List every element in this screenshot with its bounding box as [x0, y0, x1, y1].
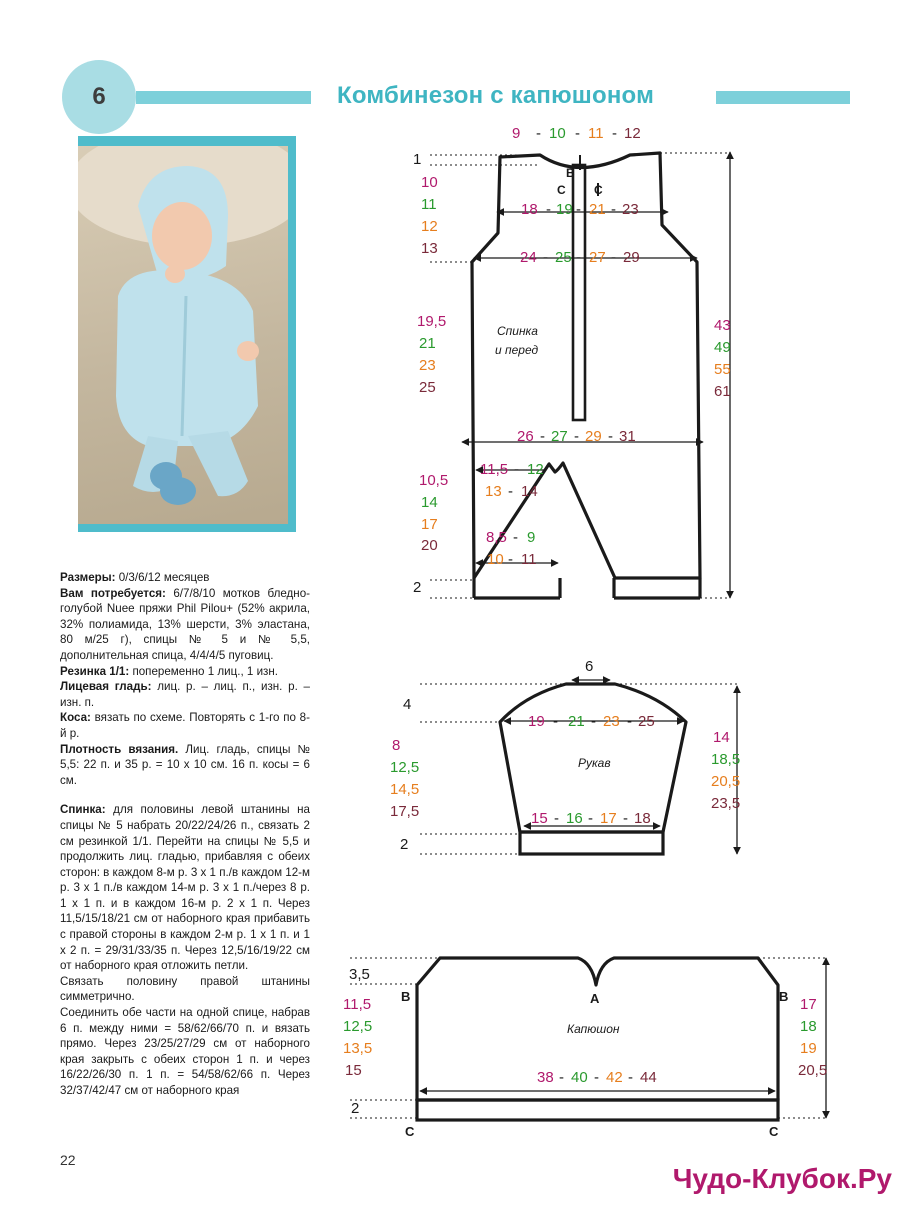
dash: - — [612, 125, 617, 142]
dash: - — [611, 201, 616, 218]
dash: - — [611, 249, 616, 266]
dash: - — [623, 810, 628, 827]
dash: - — [594, 1069, 599, 1086]
sleeve-right-2: 18,5 — [711, 751, 741, 768]
page-number: 22 — [60, 1152, 76, 1168]
dash: - — [628, 1069, 633, 1086]
gauge-value: Лиц. гладь, спицы № 5,5: 22 п. и 35 р. = 10 х 10 см. 16 п. косы = 6 см. — [60, 742, 310, 787]
hood-left-1: 11,5 — [343, 996, 372, 1013]
shoulder-size-4: 23 — [622, 201, 639, 218]
dash: - — [546, 201, 551, 218]
leg-bottom-size-3: 10 — [487, 551, 504, 568]
sleeve-label: Рукав — [578, 756, 611, 770]
hood-left-4: 15 — [345, 1062, 362, 1079]
sleeve-left-3: 14,5 — [390, 781, 420, 798]
dash: - — [514, 461, 519, 478]
hips-size-4: 31 — [619, 428, 636, 445]
stockinette-label: Лицевая гладь: — [60, 680, 152, 694]
sleeve-lower-3: 17 — [600, 810, 617, 827]
hood-right-2: 18 — [800, 1018, 817, 1035]
hips-size-3: 29 — [585, 428, 602, 445]
hood-mark-b-right: В — [779, 989, 789, 1004]
sleeve-left-4: 17,5 — [390, 803, 420, 820]
hood-right-1: 17 — [800, 996, 817, 1013]
leg-top-size-4: 14 — [521, 483, 538, 500]
leg-top-size-2: 12 — [527, 461, 544, 478]
dash: - — [588, 810, 593, 827]
sleeve-upper-2: 21 — [568, 713, 585, 730]
sleeve-lower-1: 15 — [531, 810, 548, 827]
site-watermark: Чудо-Клубок.Ру — [672, 1163, 892, 1194]
armhole-size-3: 12 — [421, 218, 438, 235]
dash: - — [627, 713, 632, 730]
hood-width-2: 40 — [571, 1069, 588, 1086]
total-size-3: 55 — [714, 361, 731, 378]
leg-size-2: 14 — [421, 494, 438, 511]
hips-size-2: 27 — [551, 428, 568, 445]
dash: - — [508, 551, 513, 568]
leg-size-1: 10,5 — [419, 472, 449, 489]
sleeve-upper-1: 19 — [528, 713, 545, 730]
sleeve-right-1: 14 — [713, 729, 730, 746]
cable-label: Коса: — [60, 711, 91, 725]
armhole-size-4: 13 — [421, 240, 438, 257]
sleeve-top-dim: 6 — [585, 658, 594, 675]
dash: - — [575, 125, 580, 142]
sleeve-rib-dim: 2 — [400, 836, 409, 853]
chest-size-2: 25 — [555, 249, 572, 266]
join-paragraph: Соединить обе части на одной спице, набрав 6 п. между ними = 58/62/66/70 п. и вязать прямо. Через 23/25/27/29 см от наборного края закрыть с обеих сторон 1 п. и через 16/22/26/30 п. 1 п. = 54/58/62/66 п. Через 32/37/42/47 см от наборного края — [60, 1006, 310, 1097]
hood-left-2: 12,5 — [343, 1018, 373, 1035]
hood-label: Капюшон — [567, 1022, 620, 1036]
dash: - — [559, 1069, 564, 1086]
torso-size-3: 23 — [419, 357, 436, 374]
dash: - — [574, 428, 579, 445]
neck-size-3: 11 — [588, 125, 604, 142]
hood-mark-a: А — [590, 991, 600, 1006]
sleeve-right-3: 20,5 — [711, 773, 741, 790]
hood-mark-c-right: С — [769, 1124, 779, 1139]
chest-size-1: 24 — [520, 249, 537, 266]
mark-b: В — [566, 166, 575, 180]
chest-size-4: 29 — [623, 249, 640, 266]
torso-size-4: 25 — [419, 379, 436, 396]
dash: - — [576, 249, 581, 266]
hood-top-dim: 3,5 — [349, 966, 370, 983]
hood-right-4: 20,5 — [798, 1062, 828, 1079]
hood-width-1: 38 — [537, 1069, 554, 1086]
total-size-2: 49 — [714, 339, 731, 356]
materials-label: Вам потребуется: — [60, 586, 166, 600]
hood-width-4: 44 — [640, 1069, 657, 1086]
hood-rib-dim: 2 — [351, 1100, 360, 1117]
armhole-size-2: 11 — [421, 196, 437, 213]
shoulder-size-2: 19 — [556, 201, 573, 218]
torso-size-2: 21 — [419, 335, 436, 352]
hood-mark-c-left: С — [405, 1124, 415, 1139]
leg-bottom-size-4: 11 — [521, 551, 537, 568]
sizes-label: Размеры: — [60, 571, 116, 584]
leg-size-3: 17 — [421, 516, 438, 533]
leg-size-4: 20 — [421, 537, 438, 554]
neck-size-1: 9 — [512, 125, 521, 142]
dash: - — [591, 713, 596, 730]
body-schematic — [413, 125, 731, 598]
rib-value: попеременно 1 лиц., 1 изн. — [129, 664, 278, 678]
dash: - — [536, 125, 541, 142]
armhole-size-1: 10 — [421, 174, 438, 191]
dash: - — [513, 529, 518, 546]
leg-bottom-size-2: 9 — [527, 529, 536, 546]
body-label-line2: и перед — [495, 343, 539, 357]
hood-mark-b-left: В — [401, 989, 411, 1004]
total-size-1: 43 — [714, 317, 731, 334]
leg-top-size-1: 11,5 — [480, 461, 509, 478]
sleeve-upper-4: 25 — [638, 713, 655, 730]
sleeve-right-4: 23,5 — [711, 795, 741, 812]
sizes-value: 0/3/6/12 месяцев — [115, 571, 210, 584]
shoulder-size-3: 21 — [589, 201, 606, 218]
torso-size-1: 19,5 — [417, 313, 447, 330]
cable-value: вязать по схеме. Повторять с 1-го по 8-й р. — [60, 711, 310, 740]
page-title: Комбинезон с капюшоном — [337, 82, 655, 109]
chest-size-3: 27 — [589, 249, 606, 266]
dash: - — [554, 810, 559, 827]
mark-c-left: С — [557, 183, 566, 197]
materials-value: 6/7/8/10 мотков бледно-голубой Nuee пряжи Phil Pilou+ (52% акрила, 32% полиамида, 13% шерсти, 3% эластана, 80 м/25 г), спицы № 5 и № 5,5, дополнительная спица, 4/4/4/5 пуговиц. — [60, 586, 311, 662]
mark-c-right: С — [594, 183, 603, 197]
leg-rib-dim: 2 — [413, 579, 422, 596]
hood-right-3: 19 — [800, 1040, 817, 1057]
sleeve-lower-2: 16 — [566, 810, 583, 827]
dash: - — [576, 201, 581, 218]
shoulder-size-1: 18 — [521, 201, 538, 218]
sleeve-lower-4: 18 — [634, 810, 651, 827]
back-label: Спинка: — [60, 803, 106, 817]
right-leg-paragraph: Связать половину правой штанины симметрично. — [60, 974, 310, 1004]
hood-schematic — [343, 958, 827, 1139]
dash: - — [508, 483, 513, 500]
top-dim: 1 — [413, 151, 422, 168]
sleeve-left-2: 12,5 — [390, 759, 420, 776]
sleeve-left-1: 8 — [392, 737, 401, 754]
hood-width-3: 42 — [606, 1069, 623, 1086]
total-size-4: 61 — [714, 383, 731, 400]
neck-size-2: 10 — [549, 125, 566, 142]
leg-top-size-3: 13 — [485, 483, 502, 500]
sleeve-upper-3: 23 — [603, 713, 620, 730]
body-label-line1: Спинка — [497, 324, 538, 338]
back-value: для половины левой штанины на спицы № 5 набрать 20/22/24/26 п., связать 2 см резинкой 1/1. Перейти на спицы № 5,5 и продолжить лиц. гладью, прибавляя с обеих сторон: в каждом 8-м р. 3 х 1 п./в каждом 12-м р. 3 х 1 п./в каждом 14-м р. 3 х 1 п./через 8 р. 1 х 1 п. и в каждом 16-м р. 2 х 1 п. Через 11,5/15/18/21 см от наборного края прибавить с правой стороны в каждом 2-м р. 1 х 1 п. и 1 х 2 п. = 29/31/33/35 п. Через 12,5/16/19/22 см от наборного края отложить петли. — [60, 803, 310, 973]
dash: - — [540, 428, 545, 445]
gauge-label: Плотность вязания. — [60, 742, 179, 756]
sleeve-schematic — [390, 658, 740, 854]
stockinette-value: лиц. р. – лиц. п., изн. р. – изн. п. — [60, 680, 310, 709]
rib-label: Резинка 1/1: — [60, 664, 130, 678]
hood-left-3: 13,5 — [343, 1040, 373, 1057]
sleeve-cap-dim: 4 — [403, 696, 412, 713]
dash: - — [543, 249, 548, 266]
dash: - — [553, 713, 558, 730]
hips-size-1: 26 — [517, 428, 534, 445]
section-number: 6 — [92, 83, 106, 110]
neck-size-4: 12 — [624, 125, 641, 142]
dash: - — [608, 428, 613, 445]
leg-bottom-size-1: 8,5 — [486, 529, 507, 546]
